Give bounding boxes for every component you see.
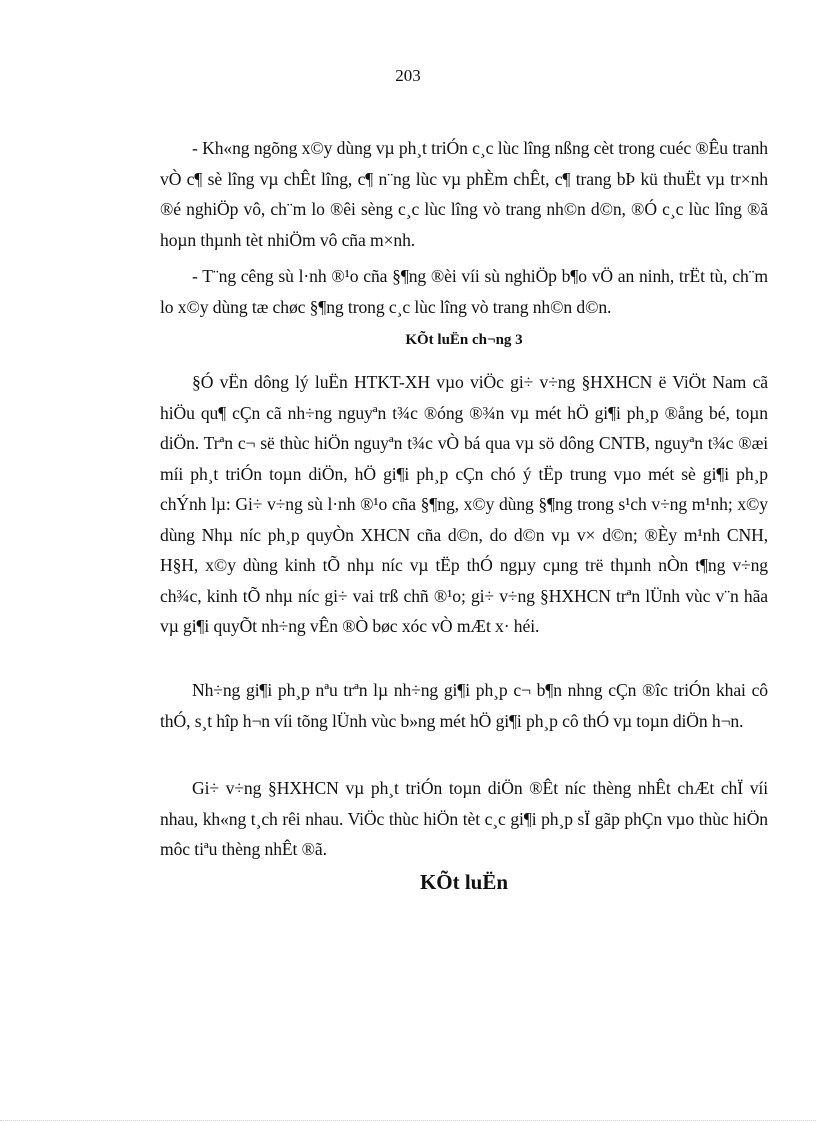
chapter-conclusion-paragraph-3: Gi÷ v÷ng §HXHCN vµ ph¸t triÓn toµn diÖn ®Êt níc thèng nhÊt chÆt chÏ víi nhau, kh«ng t¸ch rêi nhau. ViÖc thùc hiÖn tèt c¸c gi¶i ph¸p sÏ gãp phÇn vµo thùc hiÖn môc tiªu thèng nhÊt ®ã. (160, 778, 768, 859)
body-paragraph-1: - Kh«ng ngõng x©y dùng vµ ph¸t triÓn c¸c lùc lîng nßng cèt trong cuéc ®Êu tranh vÒ c¶ sè lîng vµ chÊt lîng, c¶ n¨ng lùc vµ phÈm chÊt, c¶ trang bÞ kü thuËt vµ tr×nh ®é nghiÖp vô, ch¨m lo ®êi sèng c¸c lùc lîng vò trang nh©n d©n, ®Ó c¸c lùc lîng ®ã hoµn thµnh tèt nhiÖm vô cña m×nh. (160, 138, 768, 250)
conclusion-heading: KÕt luËn (419, 870, 509, 894)
chapter-conclusion-heading: KÕt luËn ch¬ng 3 (405, 332, 523, 348)
chapter-conclusion-paragraph-2: Nh÷ng gi¶i ph¸p nªu trªn lµ nh÷ng gi¶i ph¸p c¬ b¶n nhng cÇn ®îc triÓn khai cô thÓ, s¸t hîp h¬n víi tõng lÜnh vùc b»ng mét hÖ gi¶i ph¸p cô thÓ vµ toµn diÖn h¬n. (160, 680, 768, 731)
page-number: 203 (395, 66, 421, 85)
body-paragraph-2: - T¨ng cêng sù l·nh ®¹o cña §¶ng ®èi víi sù nghiÖp b¶o vÖ an ninh, trËt tù, ch¨m lo x©y dùng tæ chøc §¶ng trong c¸c lùc lîng vò trang nh©n d©n. (160, 266, 768, 317)
chapter-conclusion-paragraph-1: §Ó vËn dông lý luËn HTKT-XH vµo viÖc gi÷ v÷ng §HXHCN ë ViÖt Nam cã hiÖu qu¶ cÇn cã nh÷ng nguyªn t¾c ®óng ®¾n vµ mét hÖ gi¶i ph¸p ®ång bé, toµn diÖn. Trªn c¬ së thùc hiÖn nguyªn t¾c vÒ bá qua vµ sö dông CNTB, nguyªn t¾c ®æi míi ph¸t triÓn toµn diÖn, hÖ gi¶i ph¸p cÇn chó ý tËp trung vµo mét sè gi¶i ph¸p chÝnh lµ: Gi÷ v÷ng sù l·nh ®¹o cña §¶ng, x©y dùng §¶ng trong s¹ch v÷ng m¹nh; x©y dùng Nhµ níc ph¸p quyÒn XHCN cña d©n, do d©n vµ v× d©n; ®Èy m¹nh CNH, H§H, x©y dùng kinh tÕ nhµ níc vµ tËp thÓ ngµy cµng trë thµnh nÒn t¶ng v÷ng ch¾c, kinh tÕ nhµ níc gi÷ vai trß chñ ®¹o; gi÷ v÷ng §HXHCN trªn lÜnh vùc v¨n hãa vµ gi¶i quyÕt nh÷ng vÊn ®Ò bøc xóc vÒ mÆt x· héi. (160, 372, 768, 636)
page-bottom-divider (0, 1120, 816, 1121)
